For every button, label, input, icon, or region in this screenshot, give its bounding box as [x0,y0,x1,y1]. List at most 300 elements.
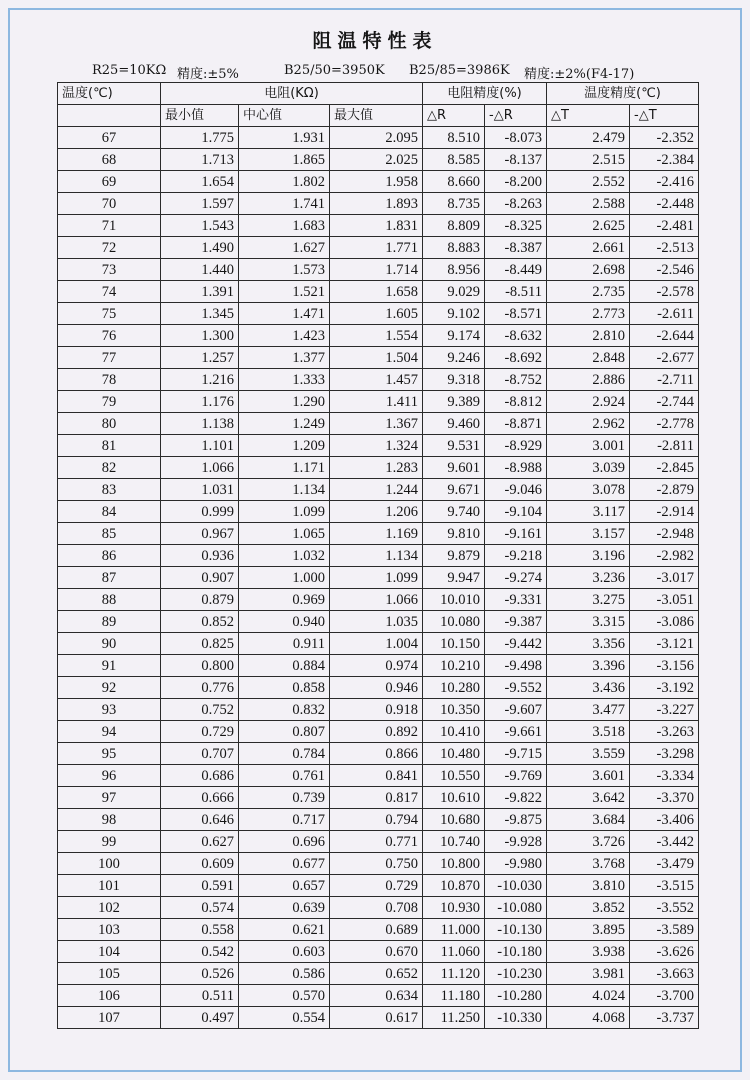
center-cell: 0.739 [239,787,330,809]
spec-b-tolerance: 精度:±2%(F4-17) [524,67,635,82]
header-temperature: 温度(℃) [58,83,161,105]
dt-pos-cell: 3.938 [547,941,630,963]
dt-pos-cell: 2.552 [547,171,630,193]
dt-pos-cell: 2.886 [547,369,630,391]
dt-pos-cell: 3.117 [547,501,630,523]
table-row [58,479,699,501]
table-row [58,347,699,369]
max-cell: 0.670 [330,941,423,963]
dr-neg-cell: -10.080 [485,897,547,919]
max-cell: 1.893 [330,193,423,215]
min-cell: 0.800 [161,655,239,677]
center-cell: 1.627 [239,237,330,259]
max-cell: 1.066 [330,589,423,611]
dr-pos-cell: 11.180 [423,985,485,1007]
table-row [58,215,699,237]
temp-cell: 80 [58,413,161,435]
center-cell: 0.586 [239,963,330,985]
dt-neg-cell: -3.589 [630,919,699,941]
dt-pos-cell: 2.625 [547,215,630,237]
dt-pos-cell: 2.810 [547,325,630,347]
table-row [58,919,699,941]
max-cell: 1.457 [330,369,423,391]
temp-cell: 99 [58,831,161,853]
max-cell: 0.946 [330,677,423,699]
table-row [58,303,699,325]
dr-pos-cell: 11.120 [423,963,485,985]
dt-neg-cell: -2.546 [630,259,699,281]
min-cell: 0.526 [161,963,239,985]
temp-cell: 76 [58,325,161,347]
dr-pos-cell: 10.930 [423,897,485,919]
dr-pos-cell: 9.879 [423,545,485,567]
max-cell: 0.794 [330,809,423,831]
dt-neg-cell: -2.352 [630,127,699,149]
min-cell: 1.066 [161,457,239,479]
max-cell: 1.714 [330,259,423,281]
center-cell: 1.065 [239,523,330,545]
spec-tolerance: 精度:±5% [177,67,239,82]
dt-pos-cell: 3.477 [547,699,630,721]
min-cell: 0.542 [161,941,239,963]
dt-pos-cell: 2.773 [547,303,630,325]
center-cell: 0.657 [239,875,330,897]
dt-neg-cell: -3.370 [630,787,699,809]
dr-pos-cell: 8.510 [423,127,485,149]
center-cell: 1.032 [239,545,330,567]
dr-neg-cell: -9.822 [485,787,547,809]
header-min: 最小值 [161,105,239,127]
dr-pos-cell: 8.883 [423,237,485,259]
temp-cell: 77 [58,347,161,369]
table-row [58,259,699,281]
dr-neg-cell: -9.661 [485,721,547,743]
dt-neg-cell: -3.192 [630,677,699,699]
dt-pos-cell: 3.396 [547,655,630,677]
max-cell: 1.958 [330,171,423,193]
dr-neg-cell: -9.442 [485,633,547,655]
dt-pos-cell: 2.661 [547,237,630,259]
dt-neg-cell: -2.644 [630,325,699,347]
temp-cell: 70 [58,193,161,215]
dt-pos-cell: 3.236 [547,567,630,589]
dr-neg-cell: -10.130 [485,919,547,941]
dt-neg-cell: -3.227 [630,699,699,721]
min-cell: 0.511 [161,985,239,1007]
center-cell: 1.423 [239,325,330,347]
table-row [58,985,699,1007]
max-cell: 0.750 [330,853,423,875]
center-cell: 0.969 [239,589,330,611]
table-row [58,413,699,435]
header-row-main [58,83,699,105]
table-row [58,875,699,897]
center-cell: 0.554 [239,1007,330,1029]
dr-pos-cell: 9.389 [423,391,485,413]
dr-neg-cell: -8.137 [485,149,547,171]
min-cell: 0.574 [161,897,239,919]
temp-cell: 72 [58,237,161,259]
dr-neg-cell: -9.498 [485,655,547,677]
dt-neg-cell: -2.513 [630,237,699,259]
dt-pos-cell: 3.895 [547,919,630,941]
header-temp-precision: 温度精度(℃) [547,83,699,105]
dt-pos-cell: 3.768 [547,853,630,875]
dr-pos-cell: 9.810 [423,523,485,545]
min-cell: 0.609 [161,853,239,875]
dt-neg-cell: -3.017 [630,567,699,589]
dt-pos-cell: 2.924 [547,391,630,413]
min-cell: 1.713 [161,149,239,171]
center-cell: 1.802 [239,171,330,193]
header-dr-pos: △R [423,105,485,127]
min-cell: 1.257 [161,347,239,369]
center-cell: 1.521 [239,281,330,303]
min-cell: 0.666 [161,787,239,809]
temp-cell: 90 [58,633,161,655]
temp-cell: 71 [58,215,161,237]
dt-pos-cell: 3.518 [547,721,630,743]
center-cell: 1.471 [239,303,330,325]
dr-pos-cell: 10.740 [423,831,485,853]
dr-neg-cell: -9.046 [485,479,547,501]
min-cell: 1.138 [161,413,239,435]
dr-pos-cell: 9.740 [423,501,485,523]
max-cell: 1.504 [330,347,423,369]
center-cell: 0.639 [239,897,330,919]
dr-neg-cell: -8.929 [485,435,547,457]
temp-cell: 93 [58,699,161,721]
dt-pos-cell: 3.981 [547,963,630,985]
max-cell: 1.411 [330,391,423,413]
temp-cell: 95 [58,743,161,765]
center-cell: 1.683 [239,215,330,237]
table-row [58,237,699,259]
max-cell: 1.004 [330,633,423,655]
table-row [58,831,699,853]
dr-neg-cell: -8.200 [485,171,547,193]
dr-neg-cell: -8.263 [485,193,547,215]
dt-pos-cell: 3.684 [547,809,630,831]
max-cell: 1.169 [330,523,423,545]
max-cell: 0.974 [330,655,423,677]
dt-neg-cell: -2.416 [630,171,699,193]
max-cell: 1.367 [330,413,423,435]
dr-neg-cell: -9.331 [485,589,547,611]
min-cell: 0.825 [161,633,239,655]
dt-neg-cell: -2.845 [630,457,699,479]
dr-neg-cell: -8.073 [485,127,547,149]
temp-cell: 94 [58,721,161,743]
dt-pos-cell: 2.588 [547,193,630,215]
min-cell: 1.216 [161,369,239,391]
temp-cell: 84 [58,501,161,523]
header-max: 最大值 [330,105,423,127]
center-cell: 1.209 [239,435,330,457]
dr-pos-cell: 8.585 [423,149,485,171]
dt-neg-cell: -3.263 [630,721,699,743]
dr-neg-cell: -8.325 [485,215,547,237]
max-cell: 1.554 [330,325,423,347]
dt-pos-cell: 3.852 [547,897,630,919]
temp-cell: 101 [58,875,161,897]
temp-cell: 85 [58,523,161,545]
table-row [58,127,699,149]
table-row [58,853,699,875]
max-cell: 1.605 [330,303,423,325]
center-cell: 0.940 [239,611,330,633]
dr-neg-cell: -8.812 [485,391,547,413]
max-cell: 0.634 [330,985,423,1007]
dr-neg-cell: -9.769 [485,765,547,787]
max-cell: 0.892 [330,721,423,743]
dt-pos-cell: 3.642 [547,787,630,809]
max-cell: 1.283 [330,457,423,479]
max-cell: 1.206 [330,501,423,523]
dt-neg-cell: -2.448 [630,193,699,215]
table-row [58,787,699,809]
dr-neg-cell: -8.752 [485,369,547,391]
dr-neg-cell: -9.161 [485,523,547,545]
dr-neg-cell: -9.607 [485,699,547,721]
temp-cell: 75 [58,303,161,325]
center-cell: 1.333 [239,369,330,391]
table-row [58,941,699,963]
max-cell: 0.918 [330,699,423,721]
table-row [58,743,699,765]
center-cell: 1.865 [239,149,330,171]
table-row [58,963,699,985]
dt-neg-cell: -3.663 [630,963,699,985]
min-cell: 1.490 [161,237,239,259]
dt-neg-cell: -2.578 [630,281,699,303]
dr-pos-cell: 9.601 [423,457,485,479]
dr-neg-cell: -8.871 [485,413,547,435]
dr-neg-cell: -9.274 [485,567,547,589]
center-cell: 1.134 [239,479,330,501]
temp-cell: 82 [58,457,161,479]
table-row [58,193,699,215]
dr-neg-cell: -8.449 [485,259,547,281]
dr-pos-cell: 8.956 [423,259,485,281]
dr-neg-cell: -8.571 [485,303,547,325]
table-row [58,765,699,787]
max-cell: 1.035 [330,611,423,633]
dr-pos-cell: 10.410 [423,721,485,743]
dr-pos-cell: 9.460 [423,413,485,435]
center-cell: 0.858 [239,677,330,699]
dt-neg-cell: -3.334 [630,765,699,787]
temp-cell: 100 [58,853,161,875]
dt-neg-cell: -2.811 [630,435,699,457]
min-cell: 0.879 [161,589,239,611]
table-row [58,391,699,413]
dr-pos-cell: 10.150 [423,633,485,655]
table-row [58,633,699,655]
page-title: 阻温特性表 [312,30,438,52]
dr-neg-cell: -9.980 [485,853,547,875]
max-cell: 0.729 [330,875,423,897]
table-row [58,809,699,831]
dt-pos-cell: 3.559 [547,743,630,765]
temp-cell: 79 [58,391,161,413]
min-cell: 1.391 [161,281,239,303]
temp-cell: 92 [58,677,161,699]
temp-cell: 73 [58,259,161,281]
temp-cell: 98 [58,809,161,831]
table-row [58,369,699,391]
dr-neg-cell: -8.511 [485,281,547,303]
table-row [58,897,699,919]
dt-pos-cell: 4.024 [547,985,630,1007]
header-center: 中心值 [239,105,330,127]
temp-cell: 86 [58,545,161,567]
dr-pos-cell: 9.246 [423,347,485,369]
center-cell: 0.784 [239,743,330,765]
max-cell: 0.866 [330,743,423,765]
max-cell: 0.652 [330,963,423,985]
center-cell: 1.931 [239,127,330,149]
center-cell: 0.696 [239,831,330,853]
dr-pos-cell: 10.550 [423,765,485,787]
dr-pos-cell: 11.000 [423,919,485,941]
header-resistance: 电阻(KΩ) [161,83,423,105]
min-cell: 0.646 [161,809,239,831]
max-cell: 2.025 [330,149,423,171]
dt-neg-cell: -2.879 [630,479,699,501]
temp-cell: 67 [58,127,161,149]
dt-neg-cell: -3.051 [630,589,699,611]
dr-neg-cell: -8.692 [485,347,547,369]
table-row [58,457,699,479]
min-cell: 1.775 [161,127,239,149]
dt-neg-cell: -3.121 [630,633,699,655]
table-row [58,149,699,171]
min-cell: 0.967 [161,523,239,545]
min-cell: 0.627 [161,831,239,853]
table-row [58,325,699,347]
dr-neg-cell: -9.875 [485,809,547,831]
dt-pos-cell: 3.726 [547,831,630,853]
min-cell: 0.558 [161,919,239,941]
dr-pos-cell: 9.671 [423,479,485,501]
header-dr-neg: -△R [485,105,547,127]
dr-pos-cell: 11.060 [423,941,485,963]
dr-neg-cell: -8.988 [485,457,547,479]
dr-neg-cell: -10.330 [485,1007,547,1029]
center-cell: 1.000 [239,567,330,589]
dr-pos-cell: 9.318 [423,369,485,391]
dt-pos-cell: 3.356 [547,633,630,655]
header-dt-pos: △T [547,105,630,127]
dt-pos-cell: 2.515 [547,149,630,171]
dt-pos-cell: 3.275 [547,589,630,611]
dt-neg-cell: -3.515 [630,875,699,897]
max-cell: 1.099 [330,567,423,589]
temp-cell: 97 [58,787,161,809]
dr-pos-cell: 10.870 [423,875,485,897]
min-cell: 0.999 [161,501,239,523]
dt-neg-cell: -2.744 [630,391,699,413]
max-cell: 1.134 [330,545,423,567]
dt-pos-cell: 3.001 [547,435,630,457]
dt-pos-cell: 2.962 [547,413,630,435]
center-cell: 1.290 [239,391,330,413]
max-cell: 0.817 [330,787,423,809]
dt-pos-cell: 3.196 [547,545,630,567]
dr-neg-cell: -9.715 [485,743,547,765]
dt-pos-cell: 4.068 [547,1007,630,1029]
table-row [58,699,699,721]
center-cell: 0.911 [239,633,330,655]
dr-pos-cell: 9.102 [423,303,485,325]
dt-neg-cell: -2.914 [630,501,699,523]
table-body [58,127,699,1029]
max-cell: 0.689 [330,919,423,941]
dt-neg-cell: -2.611 [630,303,699,325]
min-cell: 1.031 [161,479,239,501]
dt-neg-cell: -3.552 [630,897,699,919]
temp-cell: 106 [58,985,161,1007]
temp-cell: 68 [58,149,161,171]
min-cell: 1.101 [161,435,239,457]
temp-cell: 104 [58,941,161,963]
table-row [58,611,699,633]
temp-cell: 83 [58,479,161,501]
min-cell: 1.300 [161,325,239,347]
min-cell: 0.497 [161,1007,239,1029]
table-row [58,567,699,589]
rt-characteristic-table [57,82,699,1029]
dt-pos-cell: 3.078 [547,479,630,501]
min-cell: 1.543 [161,215,239,237]
dr-pos-cell: 8.809 [423,215,485,237]
dt-neg-cell: -3.298 [630,743,699,765]
temp-cell: 78 [58,369,161,391]
table-row [58,1007,699,1029]
dt-neg-cell: -2.677 [630,347,699,369]
dr-neg-cell: -9.218 [485,545,547,567]
dt-pos-cell: 3.436 [547,677,630,699]
max-cell: 0.771 [330,831,423,853]
dr-pos-cell: 10.210 [423,655,485,677]
center-cell: 0.677 [239,853,330,875]
dr-neg-cell: -9.552 [485,677,547,699]
max-cell: 1.771 [330,237,423,259]
header-dt-neg: -△T [630,105,699,127]
dr-pos-cell: 11.250 [423,1007,485,1029]
min-cell: 1.440 [161,259,239,281]
dr-neg-cell: -10.030 [485,875,547,897]
dt-pos-cell: 3.601 [547,765,630,787]
spec-r25: R25=10KΩ [92,63,167,78]
max-cell: 0.708 [330,897,423,919]
temp-cell: 89 [58,611,161,633]
dr-neg-cell: -10.230 [485,963,547,985]
table-row [58,589,699,611]
dr-pos-cell: 8.735 [423,193,485,215]
dr-neg-cell: -10.280 [485,985,547,1007]
dt-pos-cell: 2.698 [547,259,630,281]
center-cell: 1.741 [239,193,330,215]
dr-pos-cell: 9.029 [423,281,485,303]
max-cell: 1.658 [330,281,423,303]
dt-neg-cell: -2.778 [630,413,699,435]
dr-pos-cell: 9.174 [423,325,485,347]
min-cell: 0.707 [161,743,239,765]
center-cell: 0.621 [239,919,330,941]
temp-cell: 105 [58,963,161,985]
